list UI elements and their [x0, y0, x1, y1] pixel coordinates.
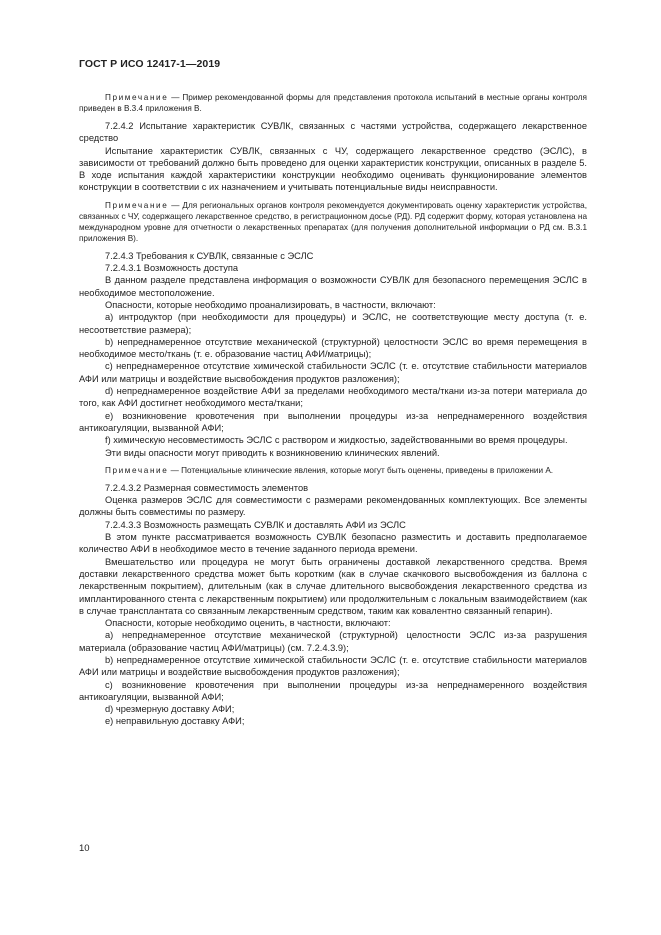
body-paragraph: b) непреднамеренное отсутствие механической (структурной) целостности ЭСЛС во время перемещения в необходимое место/ткань (т. е. образование частиц АФИ/матрицы);: [79, 336, 587, 360]
body-paragraph: d) непреднамеренное воздействие АФИ за пределами необходимого места/ткани из-за потери материала до того, как АФИ достигнет необходимого места/ткани;: [79, 386, 587, 409]
document-body: [79, 92, 587, 728]
body-paragraph: Опасности, которые необходимо оценить, в частности, включают:: [105, 618, 391, 629]
body-paragraph: e) возникновение кровотечения при выполнении процедуры из-за непреднамеренного воздействия антикоагуляции, вызванной АФИ;: [79, 410, 587, 433]
body-paragraph: В этом пункте рассматривается возможность СУВЛК безопасно разместить и доставить предполагаемое количество АФИ в необходимое место в течение заданного периода времени.: [79, 532, 587, 555]
body-paragraph: a) непреднамеренное отсутствие механической (структурной) целостности ЭСЛС из-за разрушения материала (образование частиц АФИ/матрицы) (см. 7.2.4.3.9);: [79, 630, 587, 653]
body-paragraph: 7.2.4.2 Испытание характеристик СУВЛК, связанных с частями устройства, содержащего лекарственное средство: [79, 121, 587, 144]
body-paragraph: c) возникновение кровотечения при выполнении процедуры из-за непреднамеренного воздействия антикоагуляции, вызванной АФИ;: [79, 679, 587, 702]
note-text: — Пример рекомендованной формы для представления протокола испытаний в местные органы контроля приведен в В.3.4 приложения В.: [79, 93, 587, 113]
body-paragraph: b) непреднамеренное отсутствие химической стабильности ЭСЛС (т. е. отсутствие стабильности материалов АФИ или матрицы и воздействие высвобождения продуктов разложения);: [79, 654, 587, 678]
body-paragraph: Испытание характеристик СУВЛК, связанных с ЧУ, содержащего лекарственное средство (ЭСЛС), в зависимости от требований должно быть проведено для оценки характеристик конструкции, описанных в разделе 5. В ходе испытания каждой характеристики конструкции необходимо оценивать функционирование элементов конструкции в соответствии с их назначением и учитывать потенциальные виды неисправности.: [79, 145, 587, 193]
body-paragraph: Вмешательство или процедура не могут быть ограничены доставкой лекарственного средства. Время доставки лекарственного средства может быть коротким (как в случае скачкового высвобождения из баллона с лекарственным покрытием), длительным (как в случае длительного высвобождения лекарственного средства из имплантированного стента с лекарственным покрытием) или продолжительным с локальным взаимодействием (как в случае трансплантата со связанным лекарственным средством, таким как ковалентно связанный гепарин).: [79, 556, 587, 616]
page-number: 10: [79, 843, 90, 854]
note-label: Примечание: [105, 465, 169, 475]
body-paragraph: 7.2.4.3 Требования к СУВЛК, связанные с ЭСЛС: [105, 250, 314, 261]
body-paragraph: c) непреднамеренное отсутствие химической стабильности ЭСЛС (т. е. отсутствие стабильности материалов АФИ или матрицы и воздействие высвобождения продуктов разложения);: [79, 361, 587, 384]
body-paragraph: Оценка размеров ЭСЛС для совместимости с размерами рекомендованных комплектующих. Все элементы должны быть совместимы по размеру.: [79, 495, 587, 518]
note-text: — Потенциальные клинические явления, которые могут быть оценены, приведены в приложении А.: [168, 465, 554, 475]
body-paragraph: f) химическую несовместимость ЭСЛС с раствором и жидкостью, задействованными во время процедуры.: [105, 435, 568, 446]
note-paragraph: [79, 92, 587, 114]
document-header: ГОСТ Р ИСО 12417-1—2019: [79, 58, 221, 70]
body-paragraph: 7.2.4.3.1 Возможность доступа: [105, 263, 239, 274]
note-text: — Для региональных органов контроля рекомендуется документировать оценку характеристик устройства, связанных с ЧУ, содержащего лекарственное средство, в регистрационном досье (РД). РД содержит форму, которая установлена на международном уровне для отчетности о лекарственных препаратах (для получения дополнительной информации о РД см. В.3.1 приложения В).: [79, 200, 587, 243]
note-label: Примечание: [105, 200, 169, 210]
body-paragraph: 7.2.4.3.2 Размерная совместимость элементов: [105, 482, 309, 493]
note-paragraph: [79, 200, 587, 244]
body-paragraph: Эти виды опасности могут приводить к возникновению клинических явлений.: [105, 447, 440, 458]
body-paragraph: d) чрезмерную доставку АФИ;: [105, 704, 235, 715]
body-paragraph: 7.2.4.3.3 Возможность размещать СУВЛК и доставлять АФИ из ЭСЛС: [105, 519, 406, 530]
body-paragraph: a) интродуктор (при необходимости для процедуры) и ЭСЛС, не соответствующие месту доступа (т. е. несоответствие размера);: [79, 312, 587, 335]
body-paragraph: e) неправильную доставку АФИ;: [105, 716, 245, 727]
body-paragraph: Опасности, которые необходимо проанализировать, в частности, включают:: [105, 299, 436, 310]
note-label: Примечание: [105, 93, 169, 102]
body-paragraph: В данном разделе представлена информация о возможности СУВЛК для безопасного перемещения ЭСЛС в необходимое местоположение.: [79, 275, 587, 298]
note-paragraph: [79, 465, 587, 476]
document-page: [79, 58, 587, 728]
